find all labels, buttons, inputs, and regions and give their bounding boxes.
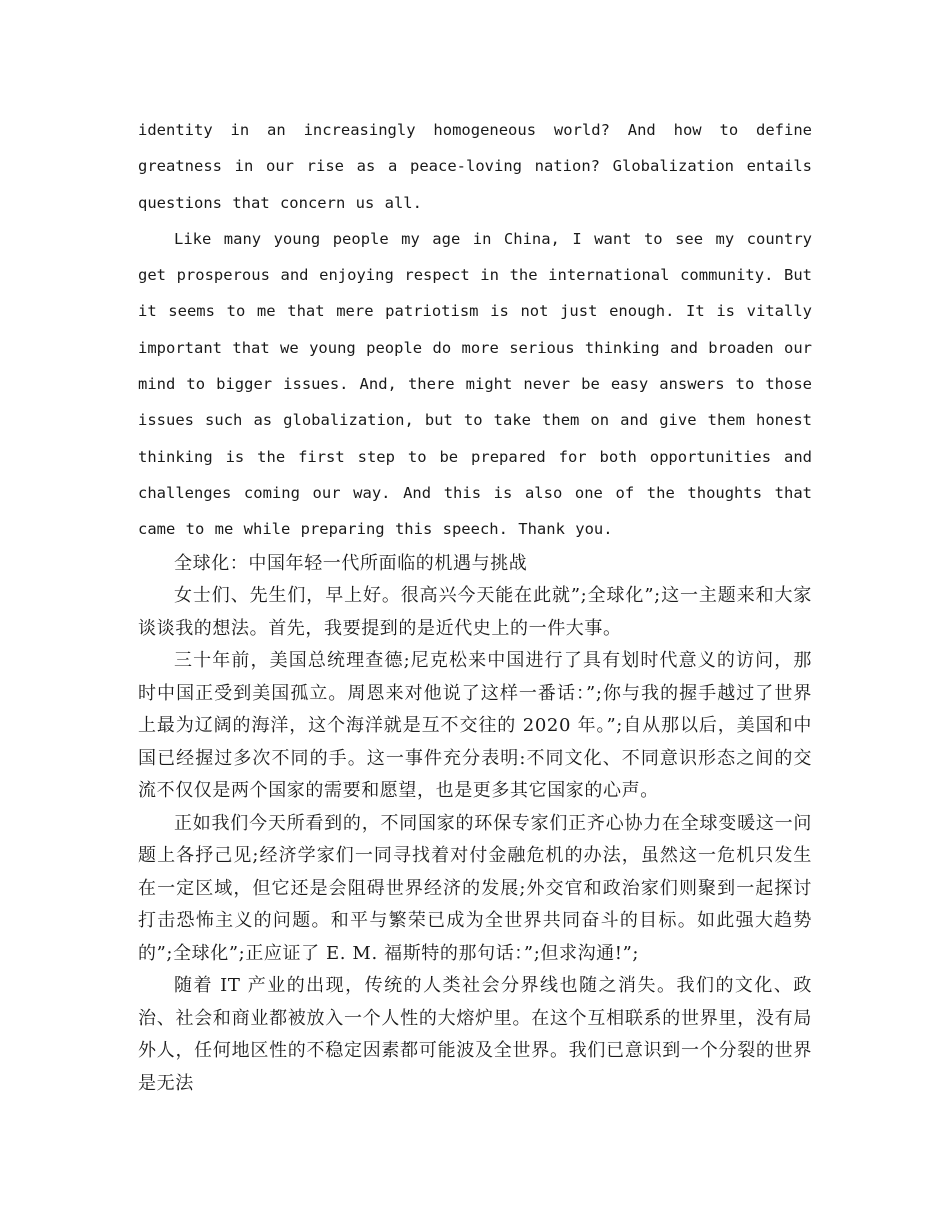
chinese-speech-title: 全球化：中国年轻一代所面临的机遇与挑战 (174, 552, 528, 574)
document-page (138, 112, 812, 1100)
chinese-paragraph: 正如我们今天所看到的，不同国家的环保专家们正齐心协力在全球变暖这一问题上各抒己见;经济学家们一同寻找着对付金融危机的办法，虽然这一危机只发生在一定区域，但它还是会阻碍世界经济的发展;外交官和政治家们则聚到一起探讨打击恐怖主义的问题。和平与繁荣已成为全世界共同奋斗的目标。如此强大趋势的”;全球化”;正应证了 E. M. 福斯特的那句话：”;但求沟通!”; (138, 812, 812, 964)
chinese-paragraph: 女士们、先生们，早上好。很高兴今天能在此就”;全球化”;这一主题来和大家谈谈我的想法。首先，我要提到的是近代史上的一件大事。 (138, 585, 812, 639)
chinese-paragraph: 三十年前，美国总统理查德;尼克松来中国进行了具有划时代意义的访问，那时中国正受到美国孤立。周恩来对他说了这样一番话：”;你与我的握手越过了世界上最为辽阔的海洋，这个海洋就是互不交往的 2020 年。”;自从那以后，美国和中国已经握过多次不同的手。这一事件充分表明:不同文化、不同意识形态之间的交流不仅仅是两个国家的需要和愿望，也是更多其它国家的心声。 (138, 650, 812, 802)
english-paragraph: identity in an increasingly homogeneous world? And how to define greatness in our rise as a peace-loving nation? Globalization entails questions that concern us all. (138, 121, 812, 212)
english-paragraph: Like many young people my age in China, I want to see my country get prosperous and enjoying respect in the international community. But it seems to me that mere patriotism is not just enough. It is vitally important that we young people do more serious thinking and broaden our mind to bigger issues. And, there might never be easy answers to those issues such as globalization, but to take them on and give them honest thinking is the first step to be prepared for both opportunities and challenges coming our way. And this is also one of the thoughts that came to me while preparing this speech. Thank you. (138, 229, 812, 539)
chinese-paragraph: 随着 IT 产业的出现，传统的人类社会分界线也随之消失。我们的文化、政治、社会和商业都被放入一个人性的大熔炉里。在这个互相联系的世界里，没有局外人，任何地区性的不稳定因素都可能波及全世界。我们已意识到一个分裂的世界是无法 (138, 975, 812, 1094)
